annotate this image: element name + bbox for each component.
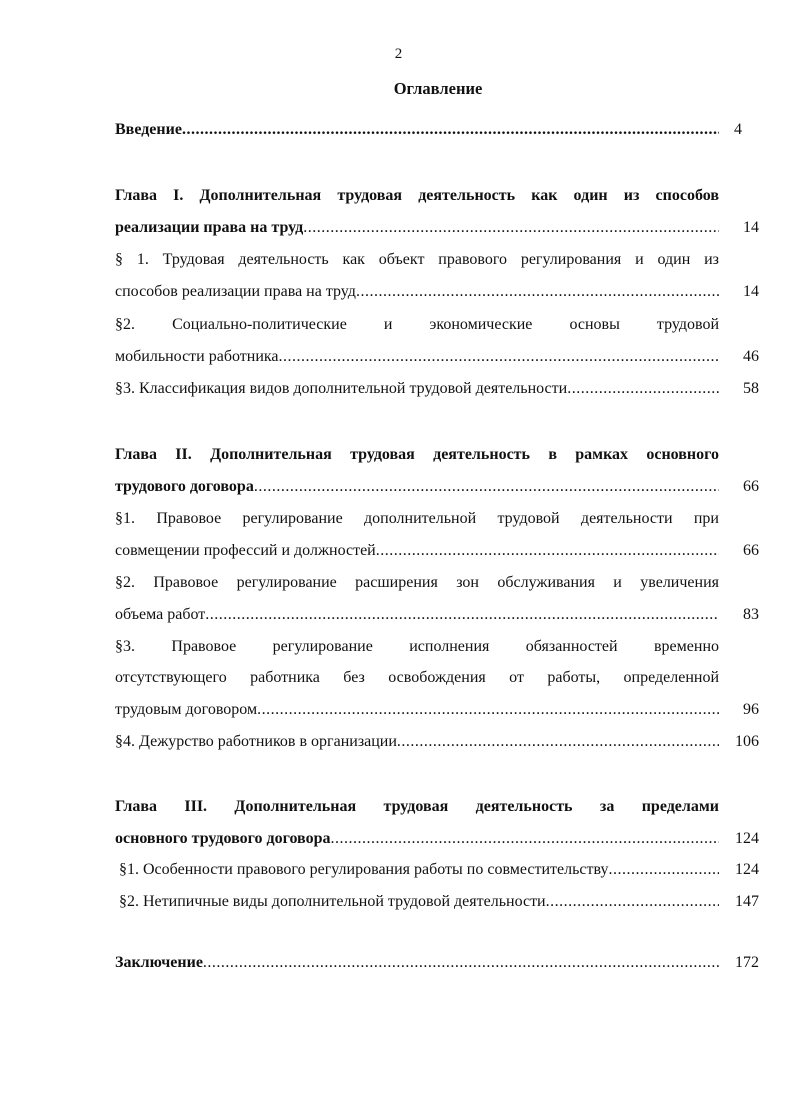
section-2-1: §1. Правовое регулирование дополнительной трудовой деятельности при — [115, 510, 719, 527]
toc-entry-title: реализации права на труд — [115, 219, 304, 236]
dot-leader — [567, 377, 719, 401]
chapter-1-heading-cont — [115, 216, 719, 240]
toc-entry-title: Введение — [115, 121, 182, 138]
dot-leader — [182, 118, 719, 142]
toc-entry-title: трудового договора — [115, 478, 254, 495]
toc-entry-title: мобильности работника — [115, 348, 279, 365]
chapter-1-heading: Глава I. Дополнительная трудовая деятельность как один из способов — [115, 187, 719, 204]
section-1-3 — [115, 377, 719, 401]
section-1-1: § 1. Трудовая деятельность как объект правового регулирования и один из — [115, 251, 719, 268]
toc-entry-title: основного трудового договора — [115, 830, 331, 847]
toc-entry-conclusion — [115, 951, 719, 975]
chapter-3-heading: Глава III. Дополнительная трудовая деятельность за пределами — [115, 798, 719, 815]
section-1-2-cont — [115, 345, 719, 369]
section-3-1 — [119, 858, 719, 882]
toc-entry-page: 46 — [743, 348, 759, 365]
toc-entry-intro — [115, 118, 719, 142]
toc-entry-page: 58 — [743, 380, 759, 397]
section-2-1-cont — [115, 539, 719, 563]
toc-entry-title: способов реализации права на труд — [115, 283, 356, 300]
chapter-2-heading-cont — [115, 475, 719, 499]
chapter-3-heading-cont — [115, 827, 719, 851]
toc-entry-page: 4 — [734, 121, 742, 138]
toc-entry-page: 66 — [743, 542, 759, 559]
section-2-3: §3. Правовое регулирование исполнения обязанностей временно — [115, 638, 719, 655]
toc-entry-title: §1. Особенности правового регулирования работы по совместительству — [119, 861, 609, 878]
toc-entry-page: 96 — [743, 701, 759, 718]
toc-entry-title: §3. Классификация видов дополнительной трудовой деятельности — [115, 380, 568, 397]
toc-entry-title: §2. Нетипичные виды дополнительной трудовой деятельности — [119, 893, 546, 910]
toc-entry-page: 172 — [735, 954, 759, 971]
toc-entry-title: трудовым договором — [115, 701, 258, 718]
toc-entry-page: 66 — [743, 478, 759, 495]
dot-leader — [546, 890, 719, 914]
dot-leader — [356, 280, 719, 304]
dot-leader — [203, 951, 719, 975]
dot-leader — [205, 603, 719, 627]
toc-entry-page: 106 — [735, 733, 759, 750]
dot-leader — [254, 475, 719, 499]
toc-entry-page: 124 — [735, 830, 759, 847]
toc-entry-title: Заключение — [115, 954, 203, 971]
dot-leader — [279, 345, 719, 369]
toc-entry-page: 14 — [743, 283, 759, 300]
section-2-3-cont2 — [115, 698, 719, 722]
dot-leader — [330, 827, 719, 851]
section-2-2-cont — [115, 603, 719, 627]
section-1-2: §2. Социально-политические и экономические основы трудовой — [115, 316, 719, 333]
toc-entry-page: 83 — [743, 606, 759, 623]
toc-entry-page: 124 — [735, 861, 759, 878]
dot-leader — [257, 698, 719, 722]
toc-entry-title: совмещении профессий и должностей — [115, 542, 376, 559]
section-1-1-cont — [115, 280, 719, 304]
page-number: 2 — [394, 46, 403, 62]
chapter-2-heading: Глава II. Дополнительная трудовая деятельность в рамках основного — [115, 446, 719, 463]
section-2-4 — [115, 730, 719, 754]
toc-entry-title: §4. Дежурство работников в организации — [115, 733, 397, 750]
section-2-2: §2. Правовое регулирование расширения зон обслуживания и увеличения — [115, 574, 719, 591]
page-title: Оглавление — [393, 79, 483, 98]
toc-entry-page: 14 — [743, 219, 759, 236]
toc-entry-title: объема работ — [115, 606, 206, 623]
dot-leader — [397, 730, 719, 754]
section-2-3-cont: отсутствующего работника без освобождения от работы, определенной — [115, 669, 719, 686]
dot-leader — [376, 539, 719, 563]
section-3-2 — [119, 890, 719, 914]
dot-leader — [303, 216, 719, 240]
toc-entry-page: 147 — [735, 893, 759, 910]
